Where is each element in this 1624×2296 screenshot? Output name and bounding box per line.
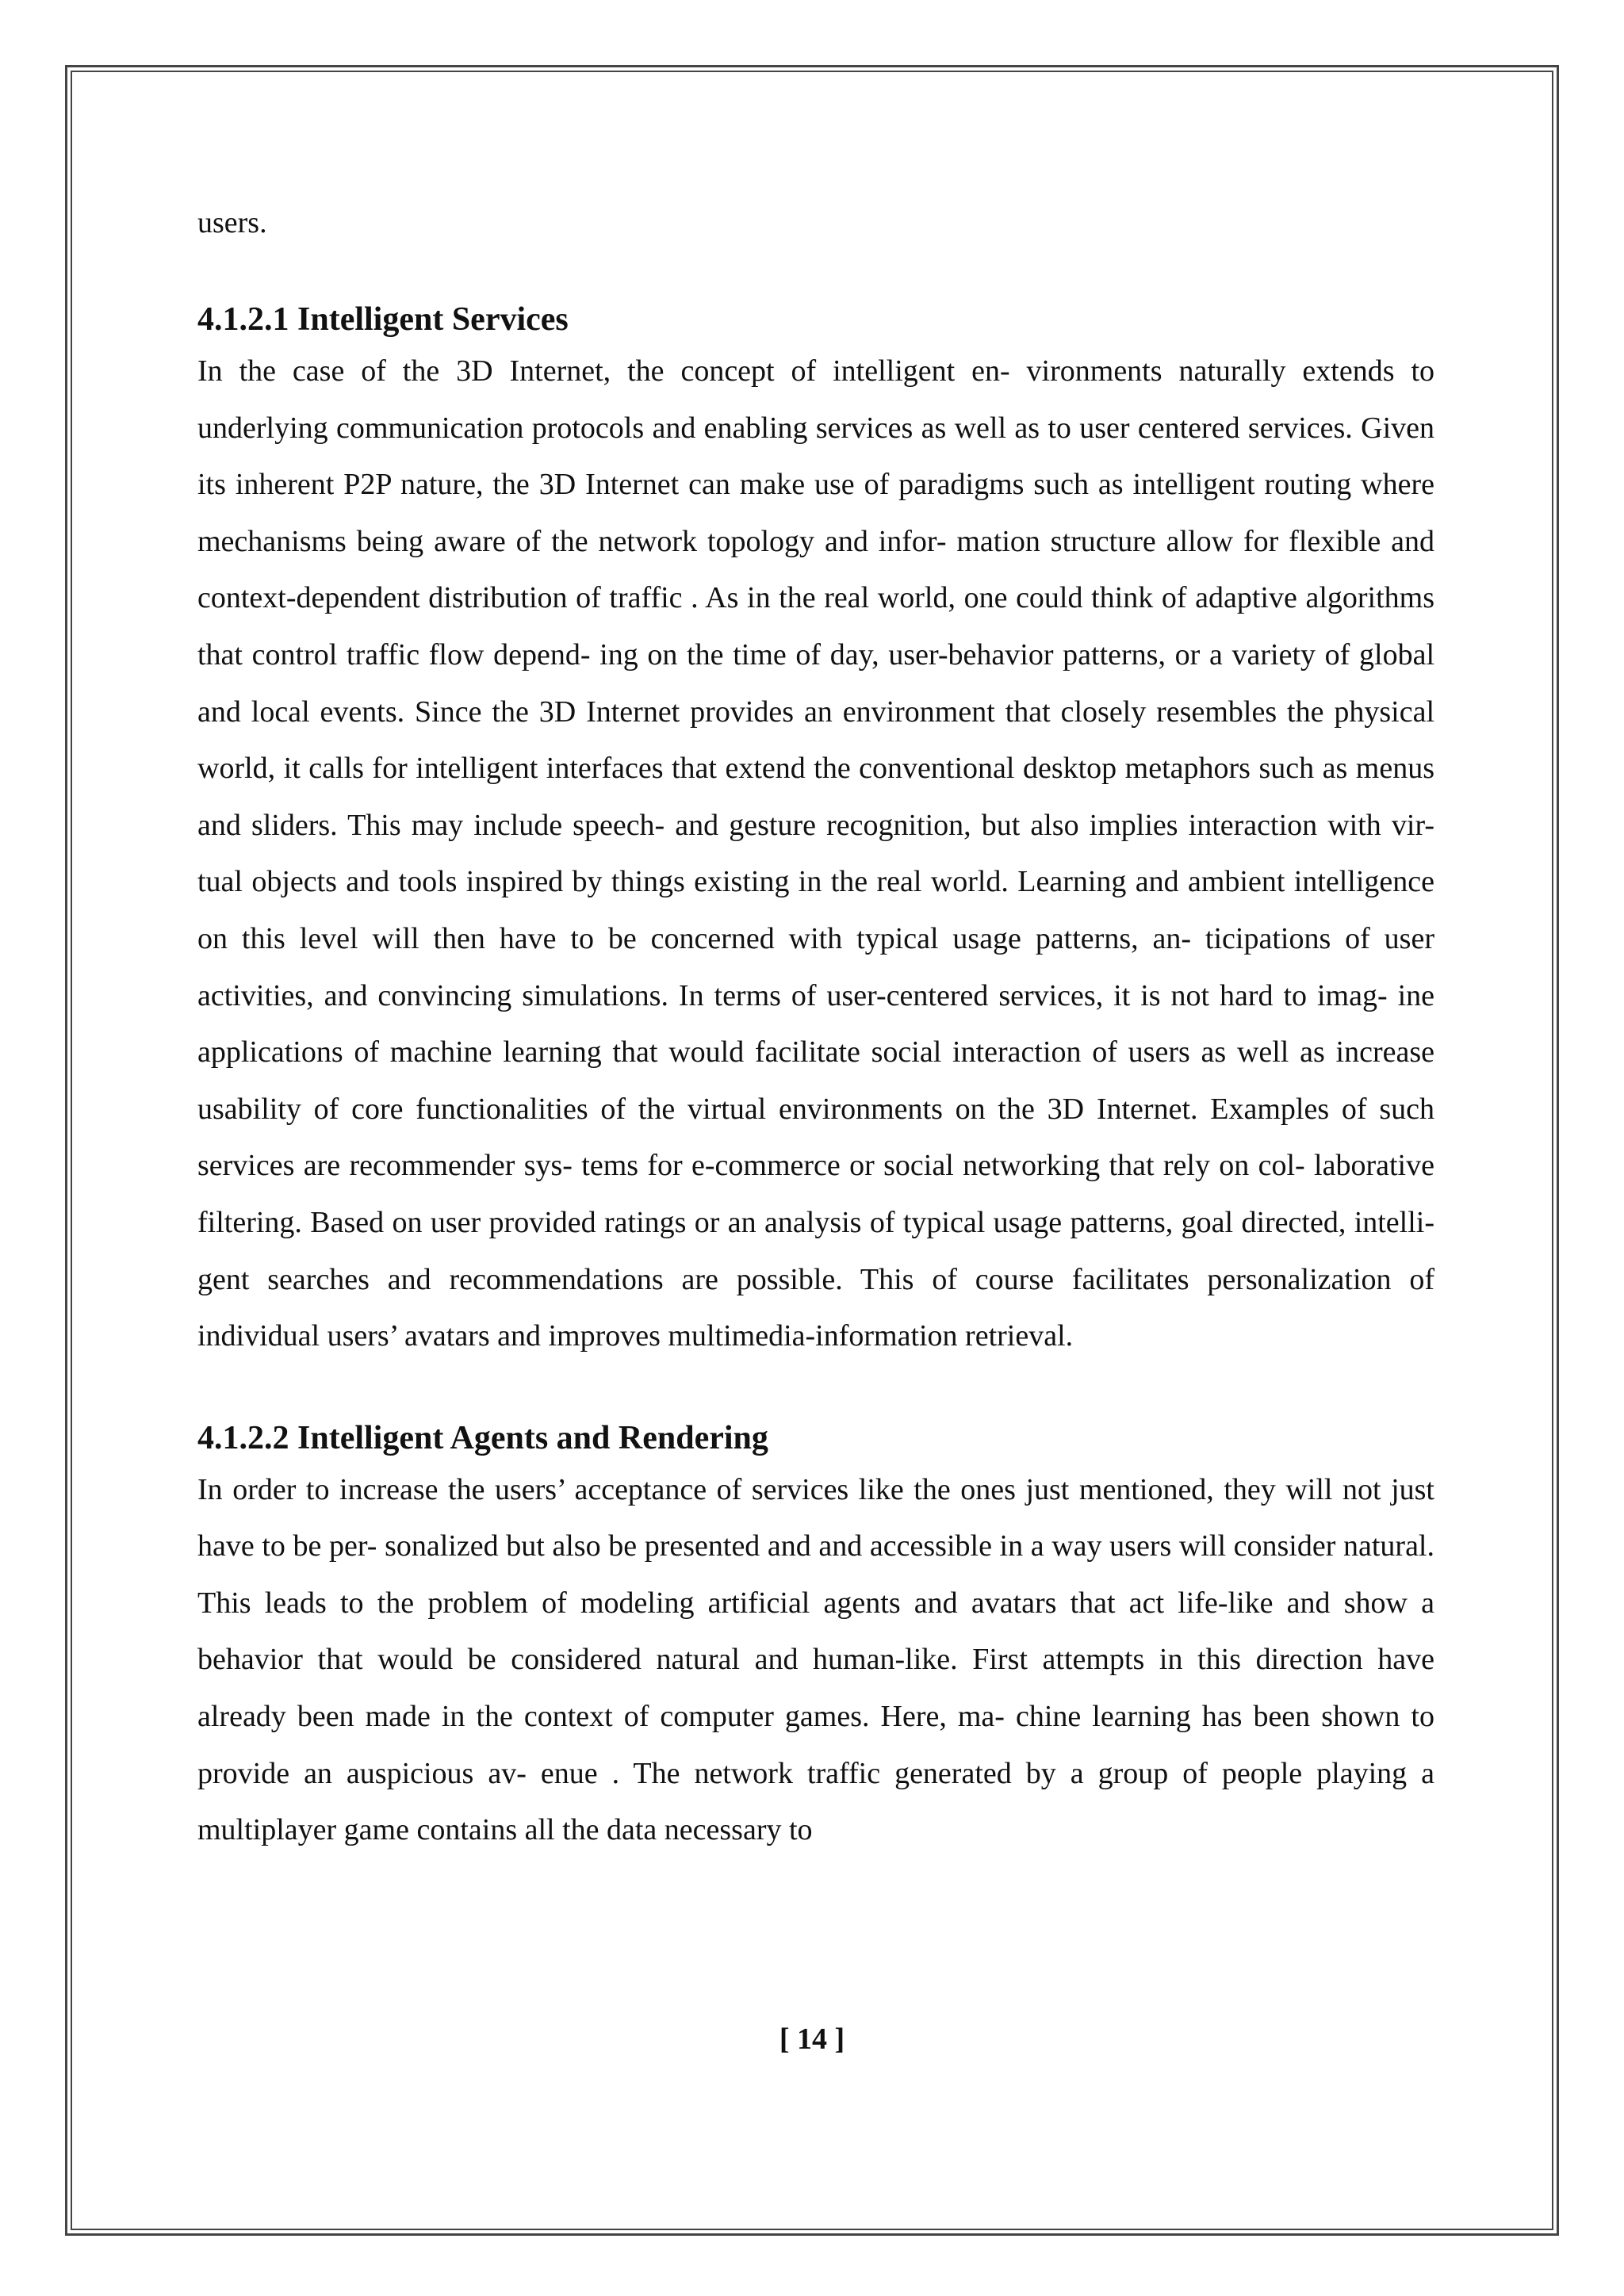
page-number: [ 14 ]	[779, 2022, 845, 2056]
section-body-intelligent-services: In the case of the 3D Internet, the concept of intelligent en- vironments naturally extends to underlying communication protocols and enabling services as well as to user centered services. Given its inherent P2P nature, the 3D Internet can make use of paradigms such as intelligent routing where mechanisms being aware of the network topology and infor- mation structure allow for flexible and context-dependent distribution of traffic . As in the real world, one could think of adaptive algorithms that control traffic flow depend- ing on the time of day, user-behavior patterns, or a variety of global and local events. Since the 3D Internet provides an environment that closely resembles the physical world, it calls for intelligent interfaces that extend the conventional desktop metaphors such as menus and sliders. This may include speech- and gesture recognition, but also implies interaction with vir- tual objects and tools inspired by things existing in the real world. Learning and ambient intelligence on this level will then have to be concerned with typical usage patterns, an- ticipations of user activities, and convincing simulations. In terms of user-centered services, it is not hard to imag- ine applications of machine learning that would facilitate social interaction of users as well as increase usability of core functionalities of the virtual environments on the 3D Internet. Examples of such services are recommender sys- tems for e-commerce or social networking that rely on col- laborative filtering. Based on user provided ratings or an analysis of typical usage patterns, goal directed, intelli- gent searches and recommendations are possible. This of course facilitates personalization of individual users’ avatars and improves multimedia-information retrieval.	[197, 354, 1434, 1353]
section-heading-intelligent-agents: 4.1.2.2 Intelligent Agents and Rendering	[197, 1419, 768, 1456]
section-heading-intelligent-services: 4.1.2.1 Intelligent Services	[197, 301, 569, 338]
section-body-intelligent-agents: In order to increase the users’ acceptance of services like the ones just mentioned, they will not just have to be per- sonalized but also be presented and and accessible in a way users will consider natural. This leads to the problem of modeling artificial agents and avatars that act life-like and show a behavior that would be considered natural and human-like. First attempts in this direction have already been made in the context of computer games. Here, ma- chine learning has been shown to provide an auspicious av- enue . The network traffic generated by a group of people playing a multiplayer game contains all the data necessary to	[197, 1472, 1434, 1847]
continuation-text: users.	[197, 206, 267, 239]
page-content	[197, 194, 1434, 1859]
